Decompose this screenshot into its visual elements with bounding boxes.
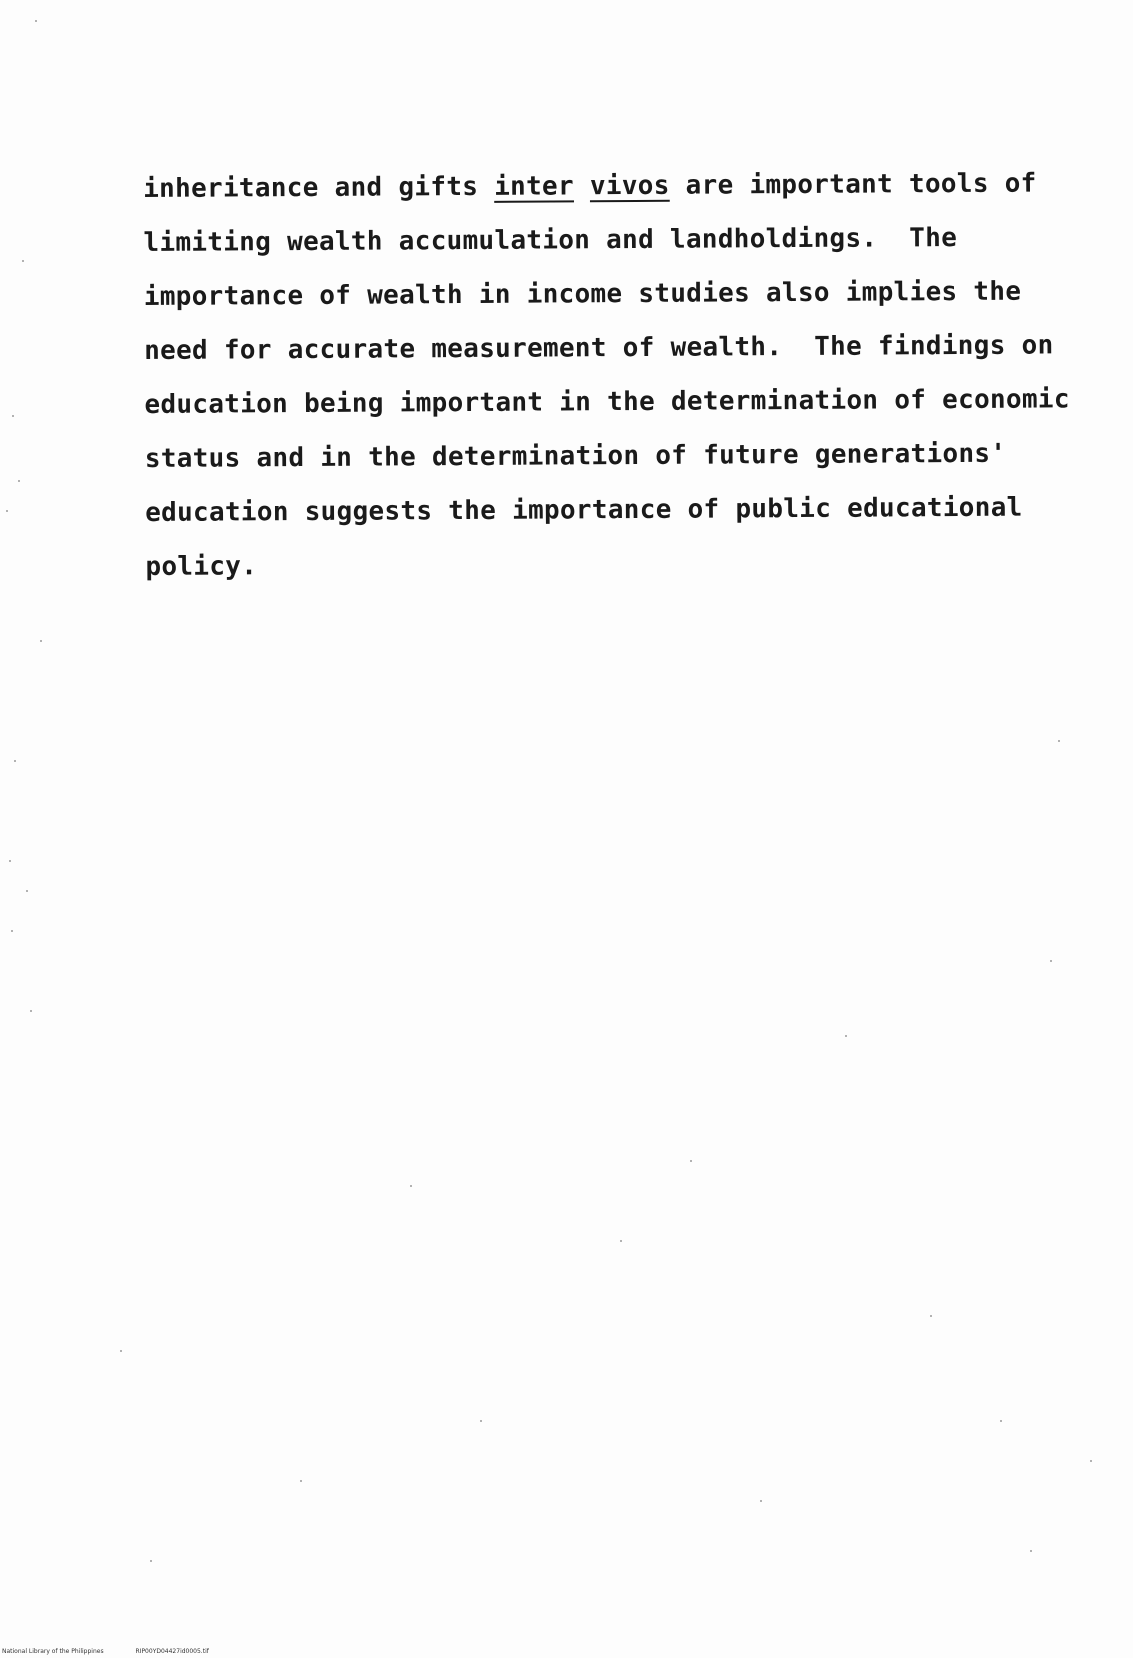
scan-speck — [6, 510, 8, 512]
scan-speck — [12, 415, 14, 417]
scan-speck — [40, 640, 42, 642]
scan-edge-marks — [0, 0, 30, 1658]
text-segment: status and in the determination of future generations' — [144, 438, 1007, 474]
text-line — [143, 156, 1083, 216]
underlined-text: vivos — [589, 170, 670, 202]
text-line — [144, 264, 1084, 324]
text-line — [144, 318, 1084, 378]
text-segment: inheritance and gifts — [143, 171, 495, 204]
text-line — [143, 210, 1083, 270]
text-line — [145, 534, 1085, 594]
text-segment: education being important in the determination of economic — [144, 384, 1070, 420]
scan-speck — [1090, 1460, 1092, 1462]
scan-speck — [300, 1480, 302, 1482]
scan-speck — [1058, 740, 1060, 742]
scan-speck — [30, 1010, 32, 1012]
scan-speck — [14, 760, 16, 762]
text-segment: education suggests the importance of public educational — [145, 492, 1023, 528]
scan-speck — [1030, 1550, 1032, 1552]
scan-speck — [22, 260, 24, 262]
scan-speck — [930, 1315, 932, 1317]
text-segment — [574, 171, 590, 201]
text-segment: need for accurate measurement of wealth. The findings on — [144, 330, 1054, 366]
scan-footer — [2, 1648, 239, 1655]
scan-speck — [690, 1160, 692, 1162]
scan-speck — [35, 20, 37, 22]
scan-speck — [845, 1035, 847, 1037]
footer-file-id: RIP00YD04427id0005.tif — [135, 1648, 209, 1655]
text-line — [145, 426, 1085, 486]
footer-source: National Library of the Philippines — [2, 1648, 104, 1655]
text-line — [144, 372, 1084, 432]
text-segment: are important tools of — [669, 168, 1037, 201]
scan-speck — [120, 1350, 122, 1352]
body-text — [143, 156, 1086, 594]
scan-speck — [150, 1560, 152, 1562]
scan-speck — [9, 860, 11, 862]
scan-speck — [18, 480, 20, 482]
scan-speck — [760, 1500, 762, 1502]
scan-speck — [480, 1420, 482, 1422]
scan-speck — [620, 1240, 622, 1242]
scan-speck — [1000, 1420, 1002, 1422]
text-segment: policy. — [145, 551, 258, 582]
scan-speck — [410, 1185, 412, 1187]
text-line — [145, 480, 1085, 540]
underlined-text: inter — [494, 171, 575, 202]
text-segment: importance of wealth in income studies also implies the — [143, 276, 1022, 312]
scan-speck — [1050, 960, 1052, 962]
scan-speck — [26, 890, 28, 892]
text-segment: limiting wealth accumulation and landholdings. The — [143, 223, 958, 258]
scan-speck — [11, 930, 13, 932]
